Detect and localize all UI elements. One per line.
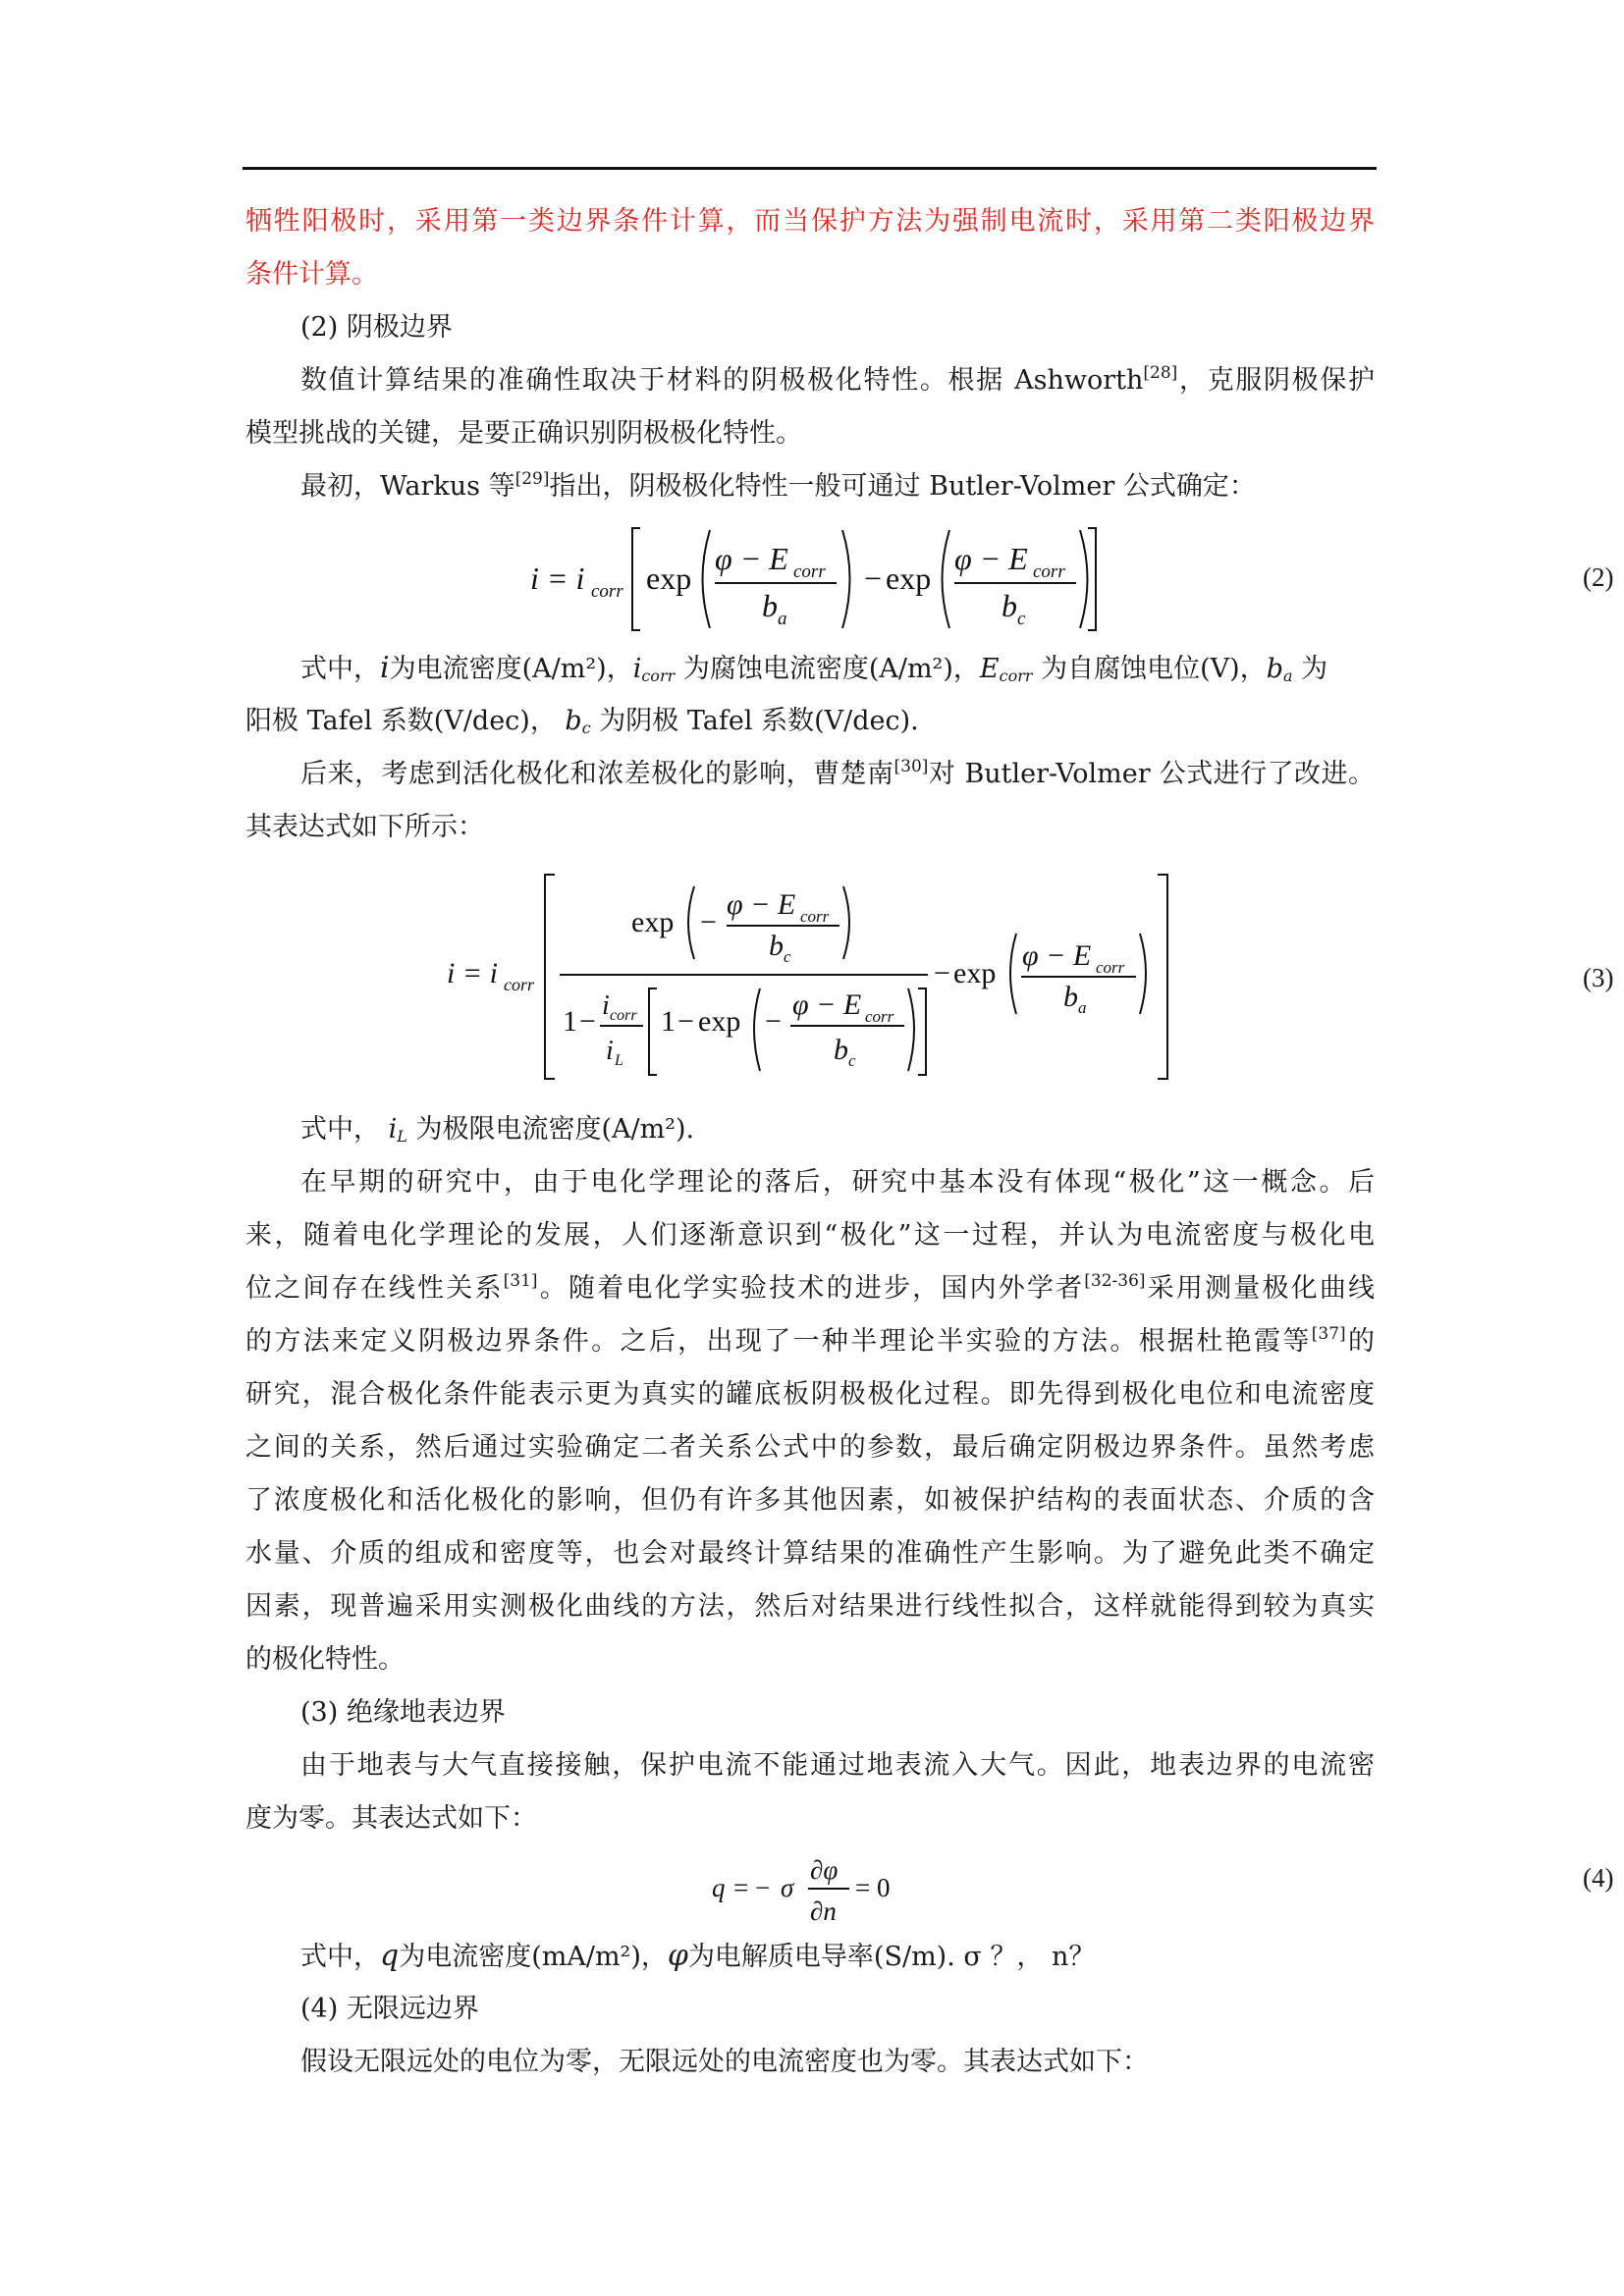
svg-text:b: b	[769, 930, 784, 962]
svg-text:corr: corr	[610, 1007, 637, 1024]
paragraph-6: 假设无限远处的电位为零，无限远处的电流密度也为零。其表达式如下：	[300, 2047, 1149, 2077]
svg-text:c: c	[1017, 609, 1026, 629]
svg-text:corr: corr	[591, 581, 623, 602]
svg-text:1: 1	[661, 1005, 676, 1038]
paragraph-4-line-5: 研究，混合极化条件能表示更为真实的罐底板阴极极化过程。即先得到极化电位和电流密度	[245, 1379, 1375, 1410]
svg-text:c: c	[848, 1051, 856, 1070]
red-text-line-1: 牺牲阳极时，采用第一类边界条件计算，而当保护方法为强制电流时，采用第二类阳极边界	[245, 206, 1375, 237]
svg-text:= 0: = 0	[855, 1873, 891, 1902]
svg-text:= −: = −	[733, 1873, 771, 1902]
svg-text:∂φ: ∂φ	[810, 1855, 839, 1885]
svg-text:b: b	[1001, 588, 1017, 623]
section-heading-infinite-boundary: (4) 无限远边界	[300, 1994, 479, 2024]
definition-line-4: 式中，q为电流密度(mA/m²)，φ为电解质电导率(S/m). σ ？， n？	[300, 1939, 1096, 1973]
paragraph-4-line-3: 位之间存在线性关系[31]。随着电化学实验技术的进步，国内外学者[32-36]采用测量极化曲线	[245, 1271, 1376, 1304]
svg-text:i: i	[606, 1036, 614, 1066]
svg-text:−: −	[700, 906, 717, 938]
svg-text:a: a	[1078, 998, 1087, 1017]
svg-text:i: i	[602, 990, 610, 1021]
svg-text:−: −	[677, 1005, 694, 1038]
svg-text:−: −	[579, 1005, 596, 1038]
svg-text:∂n: ∂n	[810, 1896, 837, 1926]
equation-2-svg	[530, 520, 1100, 638]
svg-text:corr: corr	[865, 1007, 894, 1026]
paragraph-4-line-8: 水量、介质的组成和密度等，也会对最终计算结果的准确性产生影响。为了避免此类不确定	[245, 1538, 1375, 1569]
equation-4-number: (4)	[1583, 1863, 1614, 1893]
svg-text:φ − E: φ − E	[792, 988, 862, 1021]
paragraph-4-line-6: 之间的关系，然后通过实验确定二者关系公式中的参数，最后确定阴极边界条件。虽然考虑	[245, 1432, 1375, 1463]
section-heading-insulated-surface: (3) 绝缘地表边界	[300, 1697, 506, 1728]
svg-text:i = i: i = i	[447, 957, 498, 989]
paragraph-5-line-1: 由于地表与大气直接接触，保护电流不能通过地表流入大气。因此，地表边界的电流密	[300, 1750, 1375, 1781]
svg-text:b: b	[762, 588, 778, 623]
paragraph-4-line-9: 因素，现普遍采用实测极化曲线的方法，然后对结果进行线性拟合，这样就能得到较为真实	[245, 1591, 1375, 1622]
equation-2-number: (2)	[1583, 562, 1614, 592]
paragraph-4-line-10: 的极化特性。	[245, 1644, 405, 1675]
equation-3-svg	[447, 869, 1173, 1085]
paragraph-2: 最初，Warkus 等[29]指出，阴极极化特性一般可通过 Butler-Volmer 公式确定：	[300, 469, 1256, 502]
equation-3	[447, 869, 1173, 1085]
svg-text:a: a	[778, 609, 787, 629]
red-text-line-2: 条件计算。	[245, 259, 378, 290]
equation-3-number: (3)	[1583, 963, 1614, 992]
svg-text:q: q	[712, 1873, 726, 1902]
svg-text:exp: exp	[886, 561, 932, 596]
svg-text:−: −	[934, 957, 950, 989]
svg-text:−: −	[864, 561, 883, 596]
svg-text:φ − E: φ − E	[954, 541, 1028, 576]
paragraph-1-line-1: 数值计算结果的准确性取决于材料的阴极极化特性。根据 Ashworth[28]，克服阴极保护	[300, 363, 1376, 396]
paragraph-3-line-2: 其表达式如下所示：	[245, 812, 484, 842]
svg-text:c: c	[784, 947, 791, 966]
svg-text:φ − E: φ − E	[727, 888, 796, 921]
svg-text:exp: exp	[953, 957, 997, 989]
paragraph-5-line-2: 度为零。其表达式如下：	[245, 1803, 537, 1834]
equation-4-svg	[712, 1845, 928, 1934]
svg-text:i = i: i = i	[530, 561, 585, 596]
header-rule	[243, 167, 1377, 170]
svg-text:exp: exp	[646, 561, 692, 596]
equation-2	[530, 520, 1100, 638]
paragraph-4-line-4: 的方法来定义阴极边界条件。之后，出现了一种半理论半实验的方法。根据杜艳霞等[37]的	[245, 1324, 1376, 1357]
svg-text:σ: σ	[781, 1873, 794, 1902]
svg-text:φ − E: φ − E	[715, 541, 788, 576]
paragraph-4-line-2: 来，随着电化学理论的发展，人们逐渐意识到“极化”这一过程，并认为电流密度与极化电	[245, 1220, 1375, 1251]
definition-line-1: 式中，i为电流密度(A/m²)，icorr 为腐蚀电流密度(A/m²)，Ecorr 为自腐蚀电位(V)，ba 为	[300, 651, 1328, 685]
svg-text:exp: exp	[631, 906, 675, 938]
paragraph-3-line-1: 后来，考虑到活化极化和浓差极化的影响，曹楚南[30]对 Butler-Volmer 公式进行了改进。	[300, 757, 1376, 789]
svg-text:L: L	[615, 1052, 623, 1069]
svg-text:b: b	[1063, 981, 1078, 1013]
svg-text:corr: corr	[1033, 561, 1065, 582]
svg-text:−: −	[765, 1005, 782, 1038]
svg-text:corr: corr	[1096, 958, 1125, 977]
svg-text:corr: corr	[800, 907, 830, 926]
svg-text:corr: corr	[504, 975, 534, 994]
svg-text:1: 1	[563, 1005, 577, 1038]
paragraph-4-line-7: 了浓度极化和活化极化的影响，但仍有许多其他因素，如被保护结构的表面状态、介质的含	[245, 1485, 1375, 1516]
paragraph-4-line-1: 在早期的研究中，由于电化学理论的落后，研究中基本没有体现“极化”这一概念。后	[300, 1167, 1375, 1198]
paragraph-1-line-2: 模型挑战的关键，是要正确识别阴极极化特性。	[245, 418, 802, 449]
definition-line-2: 阳极 Tafel 系数(V/dec)， bc 为阴极 Tafel 系数(V/dec).	[245, 706, 919, 737]
definition-line-3: 式中， iL 为极限电流密度(A/m²).	[300, 1114, 695, 1146]
section-heading-cathode-boundary: (2) 阴极边界	[300, 312, 453, 343]
svg-text:exp: exp	[698, 1005, 741, 1038]
equation-4	[712, 1845, 928, 1934]
svg-text:b: b	[834, 1034, 848, 1066]
svg-text:corr: corr	[793, 561, 826, 582]
svg-text:φ − E: φ − E	[1022, 939, 1092, 972]
